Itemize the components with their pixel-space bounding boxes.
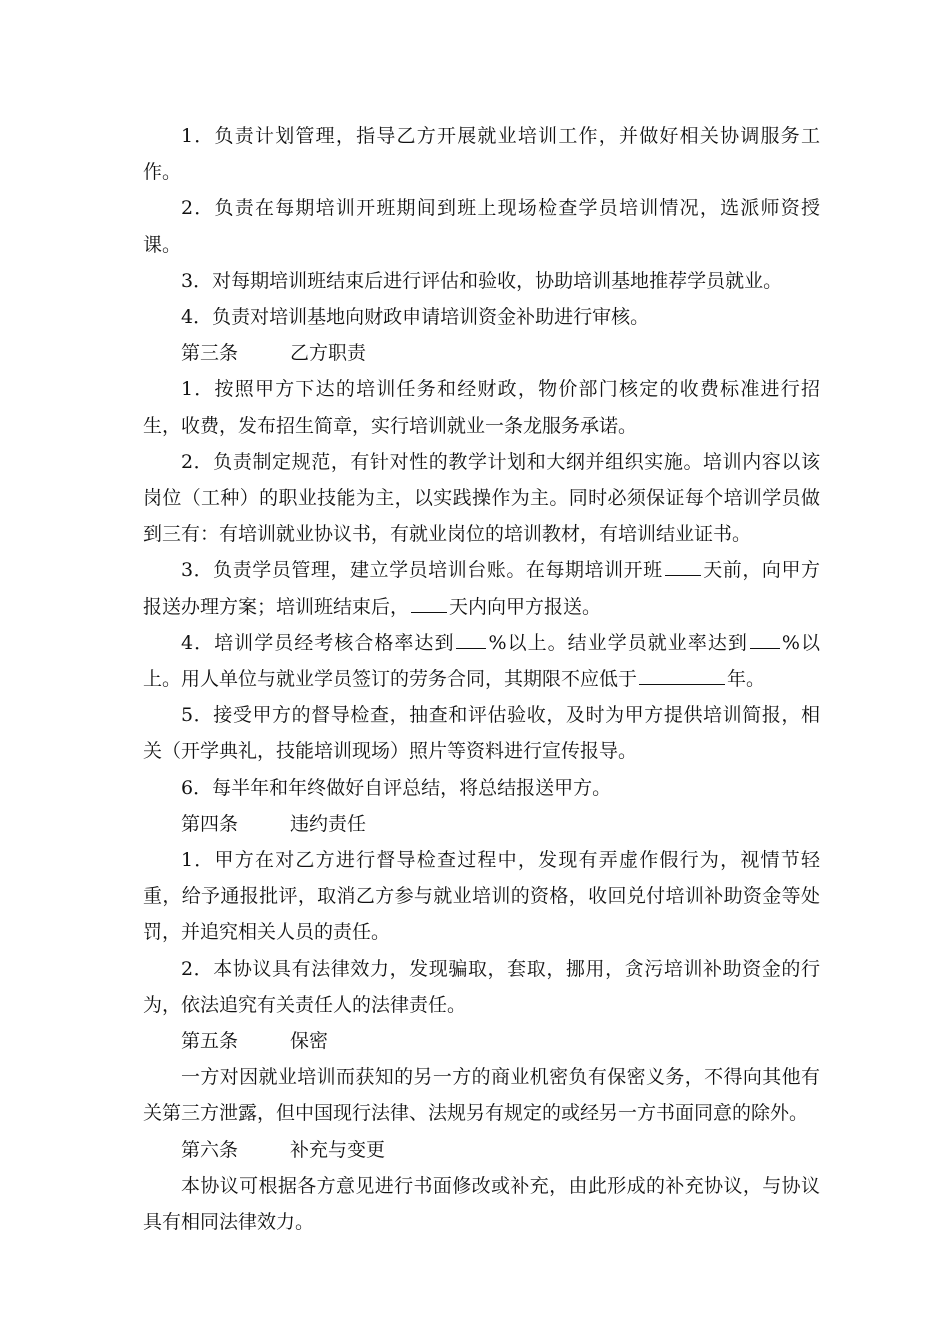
blank-field xyxy=(665,557,701,576)
article-3-item-1: 1．按照甲方下达的培训任务和经财政，物价部门核定的收费标准进行招生，收费，发布招生简章，实行培训就业一条龙服务承诺。 xyxy=(143,378,820,437)
article-4-item-1: 1．甲方在对乙方进行督导检查过程中，发现有弄虚作假行为，视情节轻重，给予通报批评，取消乙方参与就业培训的资格，收回兑付培训补助资金等处罚，并追究相关人员的责任。 xyxy=(143,849,820,944)
article-5-body: 一方对因就业培训而获知的另一方的商业机密负有保密义务，不得向其他有关第三方泄露，但中国现行法律、法规另有规定的或经另一方书面同意的除外。 xyxy=(143,1066,820,1125)
duty-item-3: 3．对每期培训班结束后进行评估和验收，协助培训基地推荐学员就业。 xyxy=(181,269,783,292)
blank-field xyxy=(639,666,725,685)
article-6-title: 补充与变更 xyxy=(290,1138,386,1161)
article-4-title: 违约责任 xyxy=(290,812,367,835)
duty-item-2: 2．负责在每期培训开班期间到班上现场检查学员培训情况，选派师资授课。 xyxy=(143,197,820,256)
article-4-heading xyxy=(143,806,820,842)
article-5-heading xyxy=(143,1023,820,1059)
article-4-item-2: 2．本协议具有法律效力，发现骗取，套取，挪用，贪污培训补助资金的行为，依法追究有关责任人的法律责任。 xyxy=(143,957,820,1016)
article-6-heading xyxy=(143,1132,820,1168)
article-3-item-2: 2．负责制定规范，有针对性的教学计划和大纲并组织实施。培训内容以该岗位（工种）的职业技能为主，以实践操作为主。同时必须保证每个培训学员做到三有：有培训就业协议书，有就业岗位的培训教材，有培训结业证书。 xyxy=(143,450,820,546)
article-3-item-3: 3．负责学员管理，建立学员培训台账。在每期培训开班 天前，向甲方报送办理方案；培训班结束后， 天内向甲方报送。 xyxy=(143,552,820,624)
article-5-title: 保密 xyxy=(290,1030,329,1053)
article-3-number: 第三条 xyxy=(181,342,239,365)
blank-field xyxy=(456,630,486,649)
article-4-number: 第四条 xyxy=(181,812,239,835)
duty-item-1: 1．负责计划管理，指导乙方开展就业培训工作，并做好相关协调服务工作。 xyxy=(143,125,820,184)
article-3-item-5: 5．接受甲方的督导检查，抽查和评估验收，及时为甲方提供培训简报，相关（开学典礼，技能培训现场）照片等资料进行宣传报导。 xyxy=(143,704,820,763)
article-3-title: 乙方职责 xyxy=(290,342,367,365)
article-6-number: 第六条 xyxy=(181,1138,239,1161)
article-5-number: 第五条 xyxy=(181,1030,239,1053)
blank-field xyxy=(411,594,447,613)
article-3-item-4: 4．培训学员经考核合格率达到 %以上。结业学员就业率达到 %以上。用人单位与就业学员签订的劳务合同，其期限不应低于 年。 xyxy=(143,625,820,697)
article-6-body: 本协议可根据各方意见进行书面修改或补充，由此形成的补充协议，与协议具有相同法律效力。 xyxy=(143,1174,820,1234)
blank-field xyxy=(750,630,780,649)
duty-item-4: 4．负责对培训基地向财政申请培训资金补助进行审核。 xyxy=(181,306,650,329)
article-3-heading xyxy=(143,335,820,371)
article-3-item-6: 6．每半年和年终做好自评总结，将总结报送甲方。 xyxy=(181,776,612,799)
